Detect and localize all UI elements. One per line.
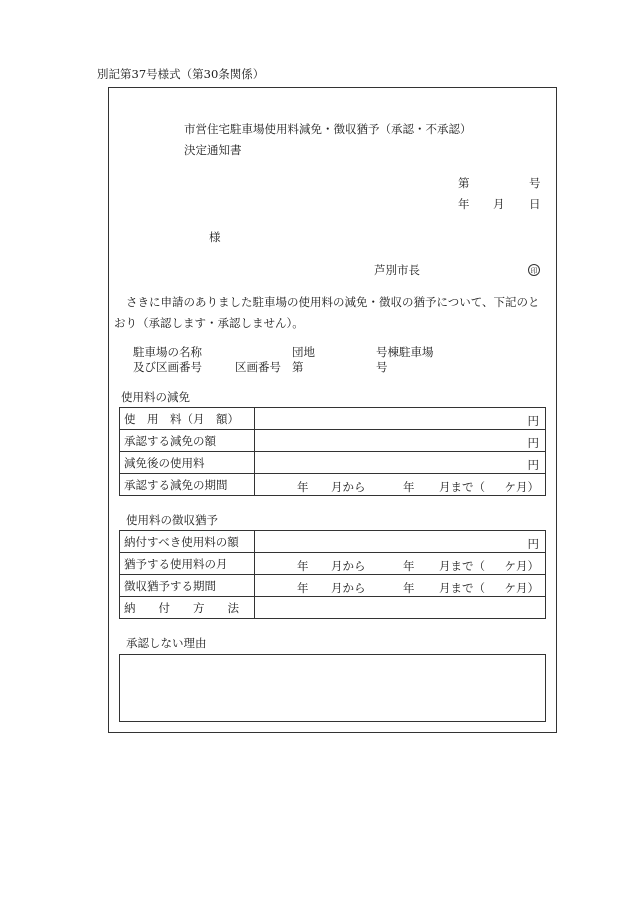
period-month-to: 月まで（ bbox=[439, 581, 485, 595]
row-label: 徴収猶予する期間 bbox=[120, 575, 255, 597]
table-row bbox=[120, 408, 546, 430]
reduction-heading: 使用料の減免 bbox=[121, 390, 190, 404]
title-line-2: 決定通知書 bbox=[184, 143, 242, 157]
payment-method-cell[interactable] bbox=[255, 597, 546, 619]
parking-gou: 号 bbox=[376, 360, 388, 374]
period-cell[interactable] bbox=[255, 575, 546, 597]
body-text-line-2: おり（承認します・承認しません）。 bbox=[114, 316, 304, 330]
parking-danchi: 団地 bbox=[292, 345, 315, 359]
period-cell[interactable] bbox=[255, 553, 546, 575]
period-year-1: 年 bbox=[297, 581, 309, 595]
addressee-suffix: 様 bbox=[209, 230, 221, 244]
period-month-to: 月まで（ bbox=[439, 559, 485, 573]
date-month: 月 bbox=[493, 197, 505, 211]
reduction-table bbox=[119, 407, 546, 496]
table-row bbox=[120, 575, 546, 597]
row-label: 承認する減免の額 bbox=[120, 430, 255, 452]
reason-box[interactable] bbox=[119, 654, 546, 722]
yen-unit: 円 bbox=[527, 537, 539, 551]
deferral-heading: 使用料の徴収猶予 bbox=[126, 513, 218, 527]
yen-unit: 円 bbox=[527, 414, 539, 428]
period-months: ケ月） bbox=[504, 559, 539, 573]
period-year-2: 年 bbox=[403, 559, 415, 573]
title-line-1: 市営住宅駐車場使用料減免・徴収猶予（承認・不承認） bbox=[184, 122, 472, 136]
table-row bbox=[120, 553, 546, 575]
body-text-line-1: さきに申請のありました駐車場の使用料の減免・徴収の猶予について、下記のと bbox=[126, 295, 540, 309]
period-month-to: 月まで（ bbox=[439, 480, 485, 494]
period-cell[interactable] bbox=[255, 474, 546, 496]
amount-cell[interactable] bbox=[255, 531, 546, 553]
row-label: 猶予する使用料の月 bbox=[120, 553, 255, 575]
number-dai: 第 bbox=[458, 176, 470, 190]
table-row bbox=[120, 597, 546, 619]
parking-building: 号棟駐車場 bbox=[376, 345, 434, 359]
reason-heading: 承認しない理由 bbox=[126, 636, 207, 650]
table-row bbox=[120, 430, 546, 452]
parking-name-label: 駐車場の名称 bbox=[133, 345, 202, 359]
period-month-from: 月から bbox=[331, 480, 366, 494]
amount-cell[interactable] bbox=[255, 452, 546, 474]
table-row bbox=[120, 452, 546, 474]
row-label: 納 付 方 法 bbox=[120, 597, 255, 619]
amount-cell[interactable] bbox=[255, 408, 546, 430]
period-year-1: 年 bbox=[297, 559, 309, 573]
deferral-table bbox=[119, 530, 546, 619]
form-reference: 別記第37号様式（第30条関係） bbox=[97, 67, 265, 81]
number-gou: 号 bbox=[529, 176, 541, 190]
table-row bbox=[120, 531, 546, 553]
sender-name: 芦別市長 bbox=[374, 263, 420, 277]
date-year: 年 bbox=[458, 197, 470, 211]
parking-dai: 第 bbox=[292, 360, 304, 374]
date-day: 日 bbox=[529, 197, 541, 211]
yen-unit: 円 bbox=[527, 436, 539, 450]
parking-section-no-label: 区画番号 bbox=[235, 360, 281, 374]
period-year-1: 年 bbox=[297, 480, 309, 494]
period-month-from: 月から bbox=[331, 581, 366, 595]
period-year-2: 年 bbox=[403, 480, 415, 494]
row-label: 減免後の使用料 bbox=[120, 452, 255, 474]
period-months: ケ月） bbox=[504, 581, 539, 595]
period-months: ケ月） bbox=[504, 480, 539, 494]
parking-section-label: 及び区画番号 bbox=[133, 360, 202, 374]
row-label: 納付すべき使用料の額 bbox=[120, 531, 255, 553]
row-label: 使 用 料（月 額） bbox=[120, 408, 255, 430]
amount-cell[interactable] bbox=[255, 430, 546, 452]
row-label: 承認する減免の期間 bbox=[120, 474, 255, 496]
period-year-2: 年 bbox=[403, 581, 415, 595]
period-month-from: 月から bbox=[331, 559, 366, 573]
table-row bbox=[120, 474, 546, 496]
yen-unit: 円 bbox=[527, 458, 539, 472]
seal-mark-icon: 印 bbox=[528, 264, 540, 276]
